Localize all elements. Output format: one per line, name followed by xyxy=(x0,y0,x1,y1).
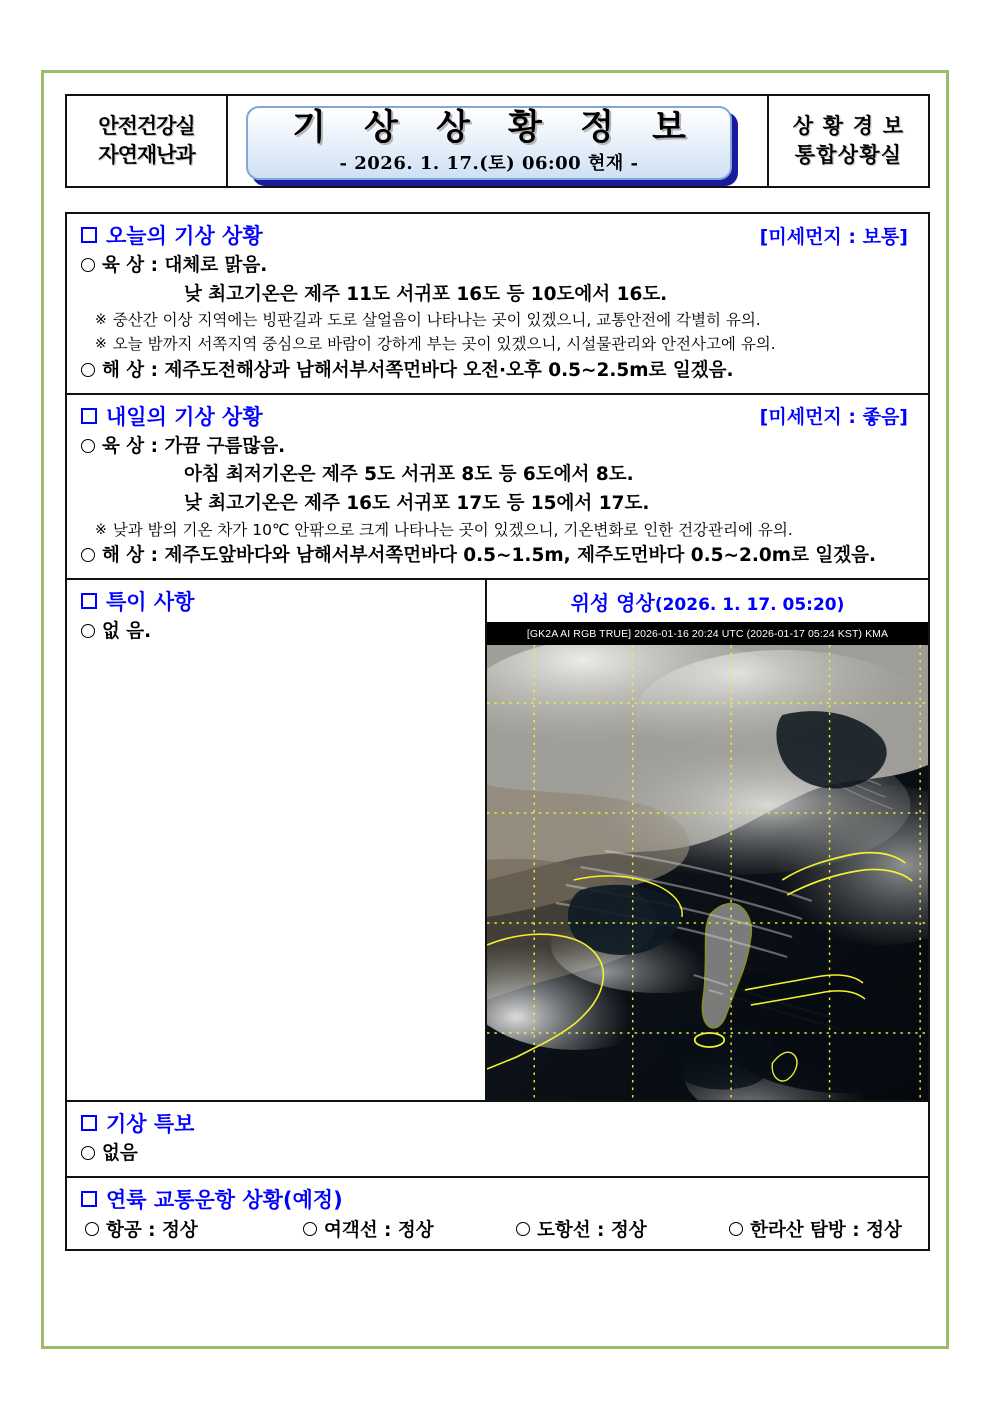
satellite-caption: [GK2A AI RGB TRUE] 2026-01-16 20:24 UTC (2026-01-17 05:24 KST) KMA xyxy=(487,622,928,645)
left-office-line1: 안전건강실 xyxy=(98,114,195,139)
satellite-panel xyxy=(487,580,928,1100)
transport-item-hallasan xyxy=(729,1216,902,1242)
today-sea-text: 해 상 : 제주도전해상과 남해서부서쪽먼바다 오전·오후 0.5~2.5m로 일겠음. xyxy=(102,359,734,381)
circle-bullet-icon xyxy=(81,363,95,377)
section-today-title xyxy=(81,220,263,250)
checkbox-icon xyxy=(81,1191,97,1207)
today-note-1 xyxy=(81,309,918,333)
section-transport xyxy=(67,1178,928,1249)
section-special-notes xyxy=(67,580,487,1100)
checkbox-icon xyxy=(81,227,97,243)
section-special-title xyxy=(81,586,194,616)
checkbox-icon xyxy=(81,593,97,609)
today-note-2-text: 오늘 밤까지 서쪽지역 중심으로 바람이 강하게 부는 곳이 있겠으니, 시설물관리와 안전사고에 유의. xyxy=(112,335,776,354)
transport-item-dohangseon-label: 도항선 : 정상 xyxy=(537,1219,647,1241)
transport-status-row xyxy=(81,1216,918,1242)
body-table xyxy=(65,212,930,1251)
section-tomorrow-weather xyxy=(67,395,928,580)
section-today-weather xyxy=(67,214,928,395)
transport-item-air xyxy=(85,1216,303,1242)
circle-bullet-icon xyxy=(81,624,95,638)
header-table xyxy=(65,94,930,188)
tomorrow-note-1-text: 낮과 밤의 기온 차가 10℃ 안팎으로 크게 나타나는 곳이 있겠으니, 기온변화로 인한 건강관리에 유의. xyxy=(112,520,793,539)
today-note-2 xyxy=(81,333,918,357)
tomorrow-sea-row xyxy=(81,542,918,571)
tomorrow-land-row xyxy=(81,433,918,462)
section-transport-header xyxy=(81,1184,918,1214)
satellite-title-time: (2026. 1. 17. 05:20) xyxy=(654,595,845,616)
section-today-header xyxy=(81,220,918,250)
special-item-row xyxy=(81,618,475,647)
alert-item-text: 없음 xyxy=(102,1143,138,1165)
header-title-cell xyxy=(228,96,767,186)
circle-bullet-icon xyxy=(81,548,95,562)
section-tomorrow-header xyxy=(81,401,918,431)
section-alert-title xyxy=(81,1108,194,1138)
today-land-row xyxy=(81,252,918,281)
circle-bullet-icon xyxy=(85,1222,99,1236)
transport-item-dohangseon xyxy=(516,1216,729,1242)
section-special-title-text: 특이 사항 xyxy=(106,590,195,615)
section-transport-title xyxy=(81,1184,343,1214)
asterisk-icon: ※ xyxy=(95,521,107,538)
circle-bullet-icon xyxy=(516,1222,530,1236)
right-office-line1: 상 황 경 보 xyxy=(792,114,905,139)
section-special-and-satellite xyxy=(67,580,928,1102)
transport-item-ferry xyxy=(303,1216,516,1242)
tomorrow-note-1 xyxy=(81,519,918,543)
header-left-office xyxy=(67,96,228,186)
tomorrow-temp-min: 아침 최저기온은 제주 5도 서귀포 8도 등 6도에서 8도. xyxy=(184,464,634,486)
satellite-title-main: 위성 영상 xyxy=(570,591,655,616)
section-tomorrow-title xyxy=(81,401,263,431)
alert-item-row xyxy=(81,1140,918,1169)
section-alert-header xyxy=(81,1108,918,1138)
section-transport-title-text: 연륙 교통운항 상황(예정) xyxy=(106,1187,343,1212)
circle-bullet-icon xyxy=(81,258,95,272)
today-note-1-text: 중산간 이상 지역에는 빙판길과 도로 살얼음이 나타나는 곳이 있겠으니, 교통안전에 각별히 유의. xyxy=(112,311,761,330)
section-tomorrow-title-text: 내일의 기상 상황 xyxy=(106,404,263,429)
section-alert-title-text: 기상 특보 xyxy=(106,1112,195,1137)
page-title-timestamp: - 2026. 1. 17.(토) 06:00 현재 - xyxy=(339,152,639,174)
section-weather-alert xyxy=(67,1102,928,1178)
asterisk-icon: ※ xyxy=(95,336,107,353)
satellite-image-svg xyxy=(487,645,928,1100)
circle-bullet-icon xyxy=(81,1146,95,1160)
section-today-title-text: 오늘의 기상 상황 xyxy=(106,224,263,248)
today-land-text: 육 상 : 대체로 맑음. xyxy=(102,255,268,276)
tomorrow-temp-max: 낮 최고기온은 제주 16도 서귀포 17도 등 15에서 17도. xyxy=(184,492,650,514)
satellite-title xyxy=(487,580,928,622)
right-office-line2: 통합상황실 xyxy=(794,143,903,167)
transport-item-air-label: 항공 : 정상 xyxy=(106,1219,198,1241)
circle-bullet-icon xyxy=(303,1222,317,1236)
page-title: 기 상 상 황 정 보 xyxy=(292,106,699,148)
satellite-image-wrap xyxy=(487,622,928,1100)
header-right-office xyxy=(767,96,928,186)
transport-item-hallasan-label: 한라산 탐방 : 정상 xyxy=(750,1219,902,1241)
satellite-image xyxy=(487,645,928,1100)
left-office-line2: 자연재난과 xyxy=(98,143,195,167)
asterisk-icon: ※ xyxy=(95,312,107,329)
today-land-temp: 낮 최고기온은 제주 11도 서귀포 16도 등 10도에서 16도. xyxy=(184,283,668,305)
title-box xyxy=(246,106,732,180)
tomorrow-sea-text: 해 상 : 제주도앞바다와 남해서부서쪽먼바다 0.5~1.5m, 제주도먼바다 0.5~2.0m로 일겠음. xyxy=(102,545,877,567)
special-item-text: 없 음. xyxy=(102,621,152,643)
section-special-header xyxy=(81,586,475,616)
today-sea-row xyxy=(81,357,918,386)
status-badge-dust-tomorrow: [미세먼지 : 좋음] xyxy=(759,406,908,429)
circle-bullet-icon xyxy=(81,439,95,453)
status-badge-dust-today: [미세먼지 : 보통] xyxy=(759,225,908,248)
tomorrow-land-text: 육 상 : 가끔 구름많음. xyxy=(102,435,286,457)
transport-item-ferry-label: 여객선 : 정상 xyxy=(324,1219,434,1241)
circle-bullet-icon xyxy=(729,1222,743,1236)
special-satellite-split xyxy=(67,580,928,1100)
checkbox-icon xyxy=(81,1115,97,1131)
checkbox-icon xyxy=(81,408,97,424)
